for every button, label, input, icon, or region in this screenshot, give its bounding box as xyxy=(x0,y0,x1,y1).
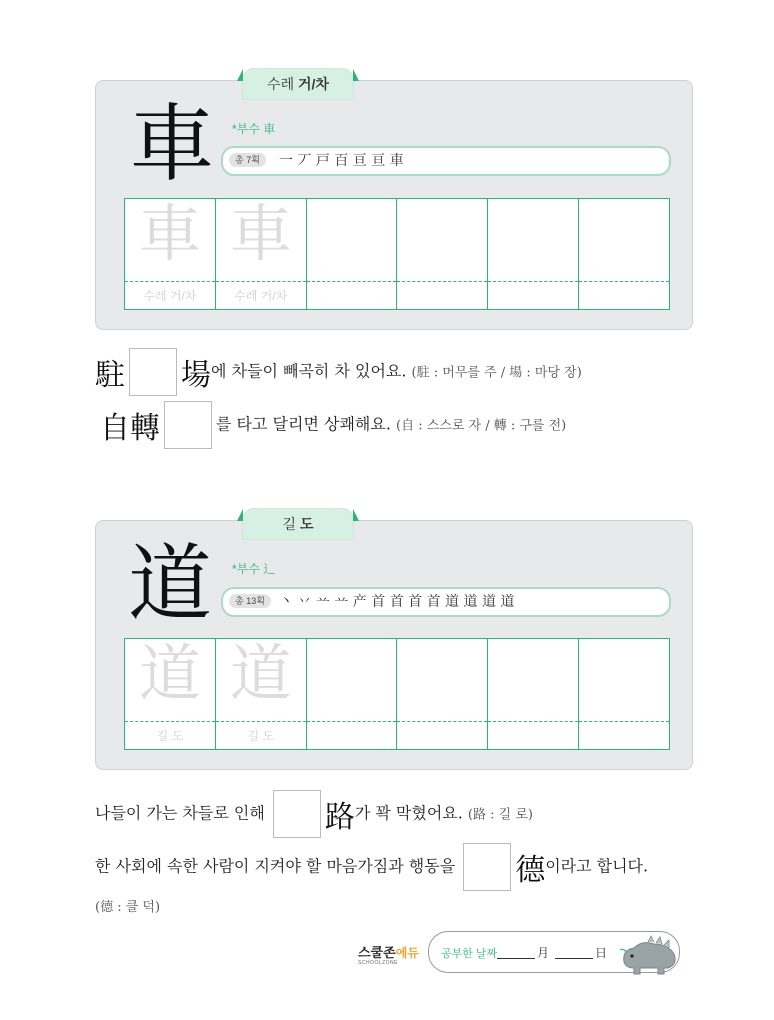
hanja-note: (路 : 길 로) xyxy=(467,807,533,823)
day-blank[interactable] xyxy=(555,958,593,959)
meaning-label: 수레 xyxy=(267,76,295,92)
trace-character: 車 xyxy=(138,197,201,270)
practice-sentence xyxy=(100,401,566,449)
meaning-tab-road xyxy=(242,508,354,540)
sentence-text: 를 타고 달리면 상쾌해요. xyxy=(216,414,391,434)
trace-cell[interactable] xyxy=(125,639,215,749)
practice-sentence xyxy=(95,790,533,838)
radical-label: *부수 辶 xyxy=(232,562,276,576)
trace-character: 車 xyxy=(229,197,292,270)
writing-cell[interactable] xyxy=(578,199,669,309)
hanja-word: 德 xyxy=(515,853,546,888)
hanja-note: (駐 : 머무를 주 / 場 : 마당 장) xyxy=(411,365,582,381)
hanja-word: 自轉 xyxy=(100,411,160,446)
stroke-sequence: 一 丆 戸 百 亘 亘 車 xyxy=(279,153,404,169)
writing-grid xyxy=(124,638,670,750)
stroke-order-bar xyxy=(221,146,671,176)
writing-cell[interactable] xyxy=(306,639,397,749)
practice-sentence xyxy=(95,348,582,396)
trace-caption: 길 도 xyxy=(247,729,274,743)
answer-box[interactable] xyxy=(273,790,321,838)
answer-box[interactable] xyxy=(164,401,212,449)
writing-cell[interactable] xyxy=(487,639,578,749)
radical-label: *부수 車 xyxy=(232,122,276,136)
sentence-text: 에 차들이 빼곡히 차 있어요. xyxy=(211,361,407,381)
sentence-text: 한 사회에 속한 사람이 지켜야 할 마음가짐과 행동을 xyxy=(95,856,456,876)
sentence-text: 가 꽉 막혔어요. xyxy=(354,803,463,823)
publisher-logo xyxy=(358,945,419,966)
trace-character: 道 xyxy=(138,637,201,710)
main-character: 車 xyxy=(130,95,215,193)
month-label: 月 xyxy=(537,946,550,960)
trace-cell[interactable] xyxy=(215,639,306,749)
writing-cell[interactable] xyxy=(578,639,669,749)
answer-box[interactable] xyxy=(463,843,511,891)
trace-caption: 길 도 xyxy=(156,729,184,743)
study-date-label: 공부한 날짜 xyxy=(441,948,498,960)
day-label: 日 xyxy=(595,946,608,960)
trace-character: 道 xyxy=(229,637,292,710)
practice-sentence xyxy=(95,843,648,891)
reading-label: 거/차 xyxy=(298,76,329,92)
trace-cell[interactable] xyxy=(215,199,306,309)
writing-cell[interactable] xyxy=(396,639,487,749)
sentence-text: 이라고 합니다. xyxy=(545,856,649,876)
main-character: 道 xyxy=(128,535,213,633)
trace-cell[interactable] xyxy=(125,199,215,309)
answer-box[interactable] xyxy=(129,348,177,396)
hanja-word: 路 xyxy=(324,800,355,835)
meaning-tab-car xyxy=(242,68,354,100)
trace-caption: 수레 거/차 xyxy=(143,289,197,303)
logo-accent: 에듀 xyxy=(395,946,419,960)
trace-caption: 수레 거/차 xyxy=(234,289,288,303)
writing-cell[interactable] xyxy=(487,199,578,309)
stroke-count-badge: 총 13획 xyxy=(229,594,271,608)
sentence-text: 나들이 가는 차들로 인해 xyxy=(95,803,265,823)
writing-cell[interactable] xyxy=(306,199,397,309)
stroke-count-badge: 총 7획 xyxy=(229,153,266,167)
hanja-word: 場 xyxy=(181,358,211,393)
logo-subtext: SCHOOLZONE xyxy=(358,960,399,966)
writing-grid xyxy=(124,198,670,310)
meaning-label: 길 xyxy=(282,516,297,532)
logo-text: 스쿨존 xyxy=(358,945,396,960)
hanja-note: (德 : 클 덕) xyxy=(95,900,161,915)
stroke-sequence: 丶 丷 䒑 䒑 产 首 首 首 首 道 道 道 道 xyxy=(279,594,515,610)
reading-label: 도 xyxy=(299,516,314,532)
hanja-note: (自 : 스스로 자 / 轉 : 구를 전) xyxy=(396,418,567,434)
month-blank[interactable] xyxy=(497,958,535,959)
stroke-order-bar xyxy=(221,587,671,617)
dinosaur-mascot-icon xyxy=(618,932,678,976)
hanja-word: 駐 xyxy=(95,358,125,393)
writing-cell[interactable] xyxy=(396,199,487,309)
